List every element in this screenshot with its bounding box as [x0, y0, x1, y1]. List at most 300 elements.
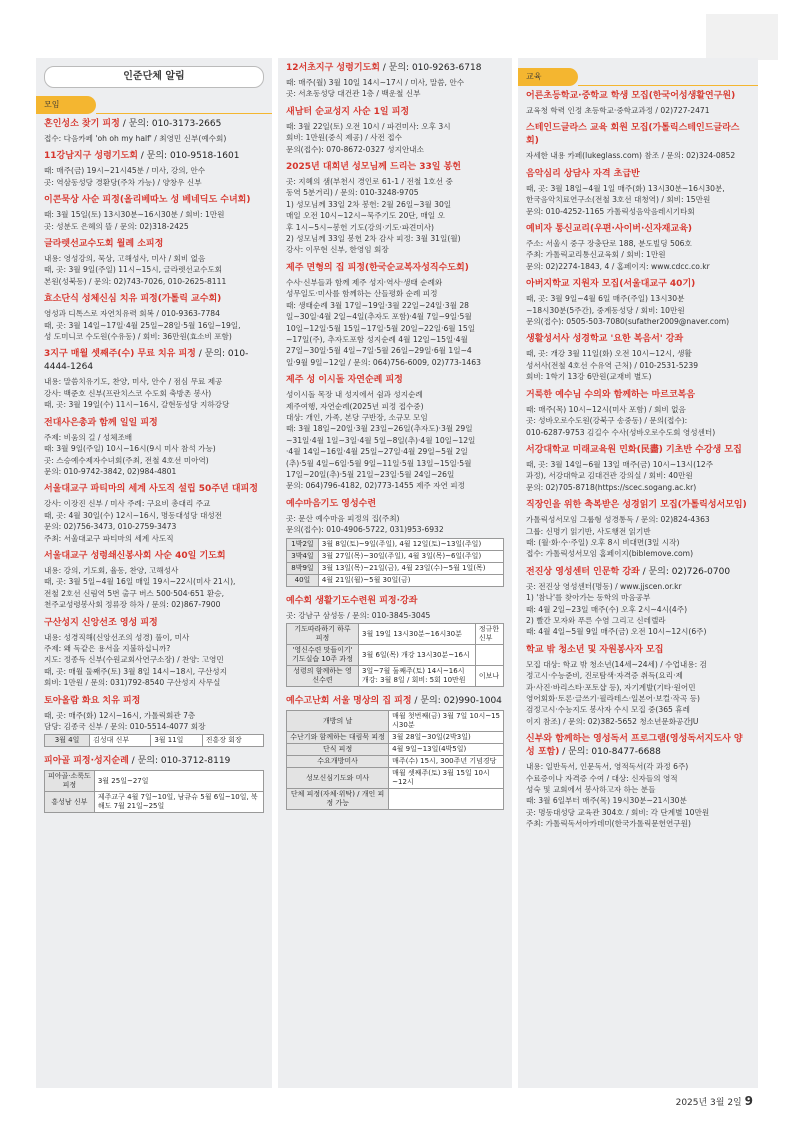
notice-line: 자세한 내용 카페(lukeglass.com) 참조 / 문의: 02)324-0852 [526, 151, 736, 161]
notice-line: ~18시30분(5주간), 중계동성당 / 회비: 10만원 [526, 305, 685, 315]
notice-line: 곳: 스승예수제자수녀회(주최, 전철 4호선 미아역) [44, 455, 209, 465]
notice-line: 때: 4월 4일~5월 9일 매주(금) 오전 10시~12시(6주) [526, 627, 707, 637]
notice-title-text: 거룩한 예수님 수의와 함께하는 마르코복음 [526, 389, 696, 400]
notice-item [518, 219, 758, 274]
notice-title-contact: / 문의: 010-3173-2665 [119, 119, 222, 129]
notice-item [278, 691, 512, 814]
notice-line: 접수: 가톨릭성서모임 홈페이지(biblemove.com) [526, 549, 694, 559]
notice-line: 성숙 및 교회에서 봉사하고자 하는 분들 [526, 785, 656, 795]
notice-line: 17일~20일(추)·5월 21일~23일·5월 24일~26일 [286, 469, 455, 479]
notice-line: 내용: 강의, 기도회, 율동, 찬양, 고해성사 [44, 565, 179, 575]
notice-line: 곳: 전진상 영성센터(명동) / www.jjscen.or.kr [526, 581, 682, 591]
notice-body [286, 176, 504, 256]
notice-line: 2) 빨간 모자와 푸른 수염 그리고 신데렐라 [526, 615, 666, 625]
table-cell: 제주교구 4월 7일~10일, 남큐슈 5월 6일~10일, 북해도 7월 21일~25일 [94, 792, 263, 813]
notice-title [286, 62, 504, 75]
notice-line: 수료증이나 자격증 수여 / 대상: 신자들의 영적 [526, 773, 678, 783]
notice-line: 담당: 김종국 신부 / 문의: 010-5514-4077 회장 [44, 722, 206, 731]
table-cell: 3박4일 [287, 550, 319, 562]
pia-schedule-table [44, 770, 264, 813]
notice-title [526, 278, 750, 291]
table-cell: 수요개방미사 [287, 756, 389, 768]
notice-item [36, 546, 272, 613]
notice-title-text: 서울대교구 파티마의 세계 사도직 설립 50주년 대피정 [44, 484, 258, 495]
table-cell: 1박2일 [287, 538, 319, 550]
notice-body [286, 277, 504, 368]
table-cell: '영신수련 맛들이기' 기도실습 10주 과정 [287, 645, 359, 666]
notice-item [278, 258, 512, 370]
notice-line: 강사: 이무현 신부, 한영임 회장 [286, 245, 389, 255]
notice-title [44, 293, 264, 306]
notice-title-text: 11강남지구 성령기도회 [44, 151, 138, 162]
column-left [36, 58, 272, 1088]
notice-title [526, 733, 750, 759]
page-number: 9 [744, 1094, 753, 1108]
notice-body [44, 133, 264, 144]
notice-title [526, 90, 750, 103]
notice-title [44, 550, 264, 563]
notice-item [278, 102, 512, 157]
notice-title-contact: / 문의: 010-9263-6718 [379, 63, 482, 73]
notice-title-contact: / 문의: 02)990-1004 [411, 696, 502, 706]
notice-title [526, 644, 750, 657]
notice-line: 곳: 서초동성당 대건관 1층 / 백운철 신부 [286, 89, 421, 99]
table-cell: 3월 19일 13시30분~16시30분 [359, 624, 476, 645]
notice-line: 때, 곳: 3월 19일(수) 11시~16시, 갈현동성당 지하강당 [44, 400, 230, 410]
notice-line: 곳: 성바오로수도원(강북구 송중동) / 문의(접수): [526, 416, 688, 426]
notice-title [44, 617, 264, 630]
notice-item [518, 118, 758, 163]
notice-line: 전철 2호선 신림역 5번 출구 버스 500·504·651 환승, [44, 588, 224, 598]
notice-title-text: 구산성지 신앙선조 영성 피정 [44, 617, 158, 628]
issue-date: 2025년 3월 2일 [675, 1098, 742, 1108]
notice-line: 문의: 010-4252-1165 가톨릭성음악음레시기타회 [526, 206, 695, 216]
page-footer [676, 1094, 753, 1108]
notice-line: 검정고시·수능지도 봉사자 수시 모집 중(365 휴레 [526, 705, 690, 715]
table-cell: 정규한 신부 [475, 624, 503, 645]
notice-line: 27일~30일·5월 4일~7일·5월 26일~29일·6월 1일~4 [286, 346, 472, 356]
notice-title-text: 혼인성소 찾기 피정 [44, 119, 120, 129]
notice-item [36, 146, 272, 190]
notice-item [36, 289, 272, 344]
notice-line: ~17일(주), 추자도포함 성지순례 4월 12일~15일·4월 [286, 334, 468, 344]
table-cell: 3월 4일 [45, 735, 90, 747]
table-cell: 3월 25일~27일 [94, 771, 263, 792]
notice-line: 회비: 1학기 13강 6만원(교재비 별도) [526, 372, 652, 382]
notice-item [518, 729, 758, 831]
yesu-schedule-table [286, 538, 504, 587]
notice-title-contact: / 문의: 010-9518-1601 [137, 151, 240, 162]
notice-line: ~31일·4월 1일~3일·4월 5일~8일(추)·4월 10일~12일 [286, 435, 476, 445]
notice-line: 내용: 성경직해(신앙선조의 성경) 풀이, 미사 [44, 632, 190, 642]
notice-item [36, 234, 272, 289]
notice-body [526, 761, 750, 829]
notice-title [286, 695, 504, 708]
notice-title-text: 피아골 피정·성지순례 [44, 756, 129, 767]
table-row [45, 771, 264, 792]
notice-body [44, 308, 264, 342]
notice-title [286, 262, 504, 275]
notice-item [36, 190, 272, 234]
notice-line: 회비: 1만원(중식 제공) / 사전 접수 [286, 133, 402, 143]
notice-line: 강사: 백준호 신부(프란치스코 수도회 축방촌 봉사) [44, 388, 212, 398]
notice-line: 곳: 문산 예수마음 피정의 집(주최) [286, 513, 400, 523]
notice-line: 성 도미니코 수도원(수유동) / 회비: 36만원(효소비 포함) [44, 332, 232, 342]
notice-line: 모집 대상: 학교 밖 청소년(14세~24세) / 수업내용: 검 [526, 659, 707, 669]
table-cell: 개방의 날 [287, 711, 389, 732]
table-row [45, 735, 264, 747]
col3-items [518, 86, 758, 832]
notice-item [518, 329, 758, 384]
table-cell: 김성대 신부 [90, 735, 151, 747]
table-cell: 3월 27일(목)~30일(주일), 4월 3일(목)~6일(주일) [318, 550, 503, 562]
table-cell [475, 645, 503, 666]
notice-title-text: 제주 성 이시돌 자연순례 피정 [286, 375, 403, 386]
notice-line: 문의: 02)2274-1843, 4 / 홈페이지: www.cdcc.co.kr [526, 261, 710, 271]
table-cell: 피아골·소룩도 피정 [45, 771, 95, 792]
table-cell: 3월 6일(목) 개강 13시30분~16시 [359, 645, 476, 666]
notice-item [36, 413, 272, 480]
table-cell: 이보나 [475, 666, 503, 687]
notice-item [36, 344, 272, 412]
notice-line: 1) 성모님께 33일 2차 봉헌: 2월 26일~3월 30일 [286, 199, 452, 209]
notice-body [526, 659, 750, 727]
table-cell: 매월 첫번째(금) 3월 7일 10시~15시30분 [389, 711, 504, 732]
notice-title-text: 제주 면형의 집 피정(한국순교복자성직수도회) [286, 262, 469, 273]
notice-line: ·4월 14일~16일·4월 25일~27일·4월 29일~5월 2일 [286, 447, 468, 457]
notice-title [44, 417, 264, 430]
notice-title-contact: / 문의: 02)726-0700 [639, 566, 731, 577]
notice-line: 010-6287-9753 김길수 수사(성바오로수도회 영성센터) [526, 427, 716, 437]
notice-title-text: 예수고난회 서울 명상의 집 피정 [286, 696, 412, 706]
table-cell: 진흥장 회장 [202, 735, 263, 747]
notice-line: 때: (월·화·수·주일) 오후 8시 비대면(3일 시작) [526, 537, 680, 547]
section-header-education: 교육 [518, 68, 758, 86]
notice-title [44, 348, 264, 374]
notice-title-contact: / 문의: 010-8477-6688 [559, 747, 661, 758]
notice-line: 때, 곳: 3월 5일~4월 16일 매일 19시~22시(미사 21시), [44, 577, 236, 587]
notice-body [286, 513, 504, 536]
notice-title-text: 전진상 영성센터 인문학 강좌 [526, 566, 640, 577]
notice-body [44, 565, 264, 611]
table-cell: 3월 28일~30일(2박3일) [389, 732, 504, 744]
notice-body [526, 293, 750, 327]
notice-title-text: 효소단식 성체신심 치유 피정(가톨릭 교수회) [44, 294, 222, 305]
notice-body [44, 710, 264, 733]
table-row [287, 624, 504, 645]
notice-body [44, 432, 264, 478]
notice-line: 과정), 서강대학교 김대건관 강의실 / 회비: 40만원 [526, 471, 693, 481]
table-row [287, 744, 504, 756]
table-cell: 매월 셋째주(토) 3월 15일 10시~12시 [389, 768, 504, 789]
table-cell: 3월 11일 [151, 735, 202, 747]
notice-item [518, 640, 758, 729]
notice-line: 본원(성북동) / 문의: 02)743-7026, 010-2625-8111 [44, 276, 227, 286]
column-right [518, 58, 758, 1088]
notice-title-text: 직장인을 위한 축복받은 성경읽기 모집(가톨릭성서모임) [526, 500, 747, 511]
notice-line: 주제: 비움의 길 / 성체조배 [44, 432, 133, 442]
notice-title-text: 전대사은총과 함께 일일 피정 [44, 417, 158, 428]
notice-line: 곳: 명동대성당 교육관 304호 / 회비: 각 단계별 10만원 [526, 807, 710, 817]
notice-line: 10일~12일·5월 15일~17일·5월 20일~22일·6월 15일 [286, 323, 476, 333]
notice-body [286, 610, 504, 621]
notice-line: (추)·5월 4일~6일·5월 9일~11일·5월 13일~15일·5월 [286, 458, 472, 468]
notice-title-text: 3지구 매월 셋째주(수) 무료 치유 피정 [44, 349, 196, 360]
notice-line: 때: 생태순례 3월 17일~19일·3월 22일~24일·3월 28 [286, 300, 470, 310]
notice-title-text: 글라렛선교수도회 월례 소피정 [44, 239, 164, 250]
notice-item [278, 58, 512, 102]
notice-title-contact: / 문의: 010-4444-1264 [44, 349, 249, 373]
notice-item [278, 157, 512, 258]
notice-line: 때: 3월 18일~20일·3월 23일~26일(추자도)·3월 29일 [286, 424, 473, 434]
page-banner: 인준단체 알림 [44, 66, 264, 88]
notice-line: 주최: 가톨릭교리통신교육회 / 회비: 1만원 [526, 250, 666, 260]
table-cell: 4월 21일(월)~5월 30일(금) [318, 574, 503, 586]
notice-line: 천주교성령봉사회 정류장 하차 / 문의: 02)867-7900 [44, 600, 221, 610]
notice-line: 때, 곳: 3월 14일~6월 13일 매주(금) 10시~13시(12주 [526, 459, 714, 469]
notice-title-text: 2025년 대희년 성모님께 드리는 33일 봉헌 [286, 162, 461, 173]
notice-title-text: 스테인드글라스 교육 회원 모집(가톨릭스테인드글라스회) [526, 123, 740, 147]
notice-title [44, 238, 264, 251]
notice-body [286, 77, 504, 100]
notice-title [526, 389, 750, 402]
column-middle [278, 58, 512, 1088]
notice-title [44, 755, 264, 768]
notice-title-text: 어른초등학교·중학교 학생 모집(한국어성생활연구원) [526, 91, 736, 101]
notice-line: 성무일도·미사를 함께하는 산들평화 순례 피정 [286, 289, 438, 299]
notice-item [36, 691, 272, 752]
notice-title [44, 150, 264, 163]
notice-line: 2) 성모님께 33일 봉헌 2차 감사 피정: 3월 31일(월) [286, 234, 461, 244]
notice-title [44, 194, 264, 207]
notice-item [518, 385, 758, 440]
notice-line: 때: 매주(금) 19시~21시45분 / 미사, 강의, 안수 [44, 166, 206, 176]
notice-line: 때, 곳: 개강 3월 11일(화) 오전 10시~12시, 생활 [526, 349, 692, 359]
notice-line: 때, 곳: 3월 14일~17일·4월 25일~28일·5월 16일~19일, [44, 320, 241, 330]
notice-title [526, 566, 750, 579]
notice-line: 때: 3월 22일(토) 오전 10시 / 파견미사: 오후 3시 [286, 121, 451, 131]
notice-body [44, 209, 264, 232]
notice-line: 문의(접수): 070-8672-0327 성지안내소 [286, 144, 424, 154]
jesuit-schedule-table [286, 623, 504, 687]
notice-title [286, 595, 504, 608]
notice-body [526, 150, 750, 161]
notice-line: 곳: 역삼동성당 경환당(주차 가능) / 양창우 신부 [44, 177, 202, 187]
notice-item [518, 274, 758, 329]
notice-item [518, 440, 758, 495]
table-cell: 3월 8일(토)~9일(주일), 4월 12일(토)~13일(주일) [318, 538, 503, 550]
notice-title-text: 신부와 함께하는 영성독서 프로그램(영성독서지도사 양성 포함) [526, 734, 743, 758]
notice-body [44, 632, 264, 689]
passion-schedule-table [286, 710, 504, 810]
notice-line: 주최: 가톨릭독서아카데미(한국가톨릭문헌연구원) [526, 819, 691, 829]
table-row [287, 562, 504, 574]
notice-line: 문의: 02)756-3473, 010-2759-3473 [44, 522, 177, 532]
notice-title-text: 토아올람 화요 치유 피정 [44, 695, 141, 706]
notice-item [518, 562, 758, 640]
notice-line: 문의(접수): 0505-503-7080(sufather2009@naver.com) [526, 317, 730, 327]
notice-line: 일~30일·4월 2일~4일(추자도 포함)·4월 7일~9일·5월 [286, 312, 472, 322]
notice-title-text: 12서초지구 성령기도회 [286, 63, 380, 73]
notice-line: 내용: 말씀치유기도, 찬양, 미사, 안수 / 점심 무료 제공 [44, 377, 223, 387]
table-cell: 매주(수) 15시, 300주년 기념경당 [389, 756, 504, 768]
notice-line: 때: 3월 9일(주일) 10시~16시(9시 미사 참석 가능) [44, 444, 216, 454]
col2-items [278, 58, 512, 814]
notice-item [36, 479, 272, 546]
notice-item [278, 591, 512, 691]
table-cell: 단체 피정(자체·위탁) / 개인 피정 가능 [287, 789, 389, 810]
notice-item [36, 114, 272, 146]
notice-line: 때: 3월 6일부터 매주(목) 19시30분~21시30분 [526, 796, 687, 806]
notice-title-text: 예수회 생활기도수련원 피정·강좌 [286, 595, 418, 606]
notice-line: 때: 4월 2일~23일 매주(수) 오후 2시~4시(4주) [526, 604, 688, 614]
table-cell: 3월 13일(목)~21일(금), 4월 23일(수)~5월 1일(목) [318, 562, 503, 574]
table-row [287, 574, 504, 586]
notice-title-text: 생활성서사 성경학교 '요한 복음서' 강좌 [526, 334, 684, 345]
notice-title-text: 예비자 통신교리(우편·사이버·신자재교육) [526, 224, 692, 235]
notice-title-text: 예수마음기도 영성수련 [286, 498, 377, 509]
notice-title [286, 498, 504, 511]
table-row [287, 711, 504, 732]
notice-body [44, 376, 264, 410]
notice-title-text: 새남터 순교성지 사순 1일 피정 [286, 106, 410, 117]
notice-line: 성이시돌 목장 내 성지에서 쉼과 성지순례 [286, 390, 423, 400]
notice-line: 곳: 지혜의 샘(부천시 경인로 61-1 / 전철 1호선 중 [286, 177, 453, 187]
notice-line: 때: 3월 15일(토) 13시30분~16시30분 / 회비: 1만원 [44, 210, 225, 220]
notice-line: 영어회화·토론·글쓰기·필라테스·일본어·보컬·작곡 등) [526, 694, 700, 703]
notice-body [526, 514, 750, 560]
notice-title-text: 이콘묵상 사순 피정(올리베따노 성 베네딕도 수녀회) [44, 195, 251, 206]
notice-item [278, 370, 512, 494]
notice-body [526, 238, 750, 272]
notice-title-text: 학교 밖 청소년 및 자원봉사자 모집 [526, 644, 664, 655]
notice-line: 문의: 02)705-8718(https://scec.sogang.ac.kr) [526, 482, 697, 492]
notice-line: 그룹: 신명기 읽기반, 사도행전 읽기반 [526, 526, 651, 536]
col1-items [36, 114, 272, 817]
table-cell: 성모신심기도와 미사 [287, 768, 389, 789]
notice-title [526, 168, 750, 181]
notice-line: 문의(접수): 010-4906-5722, 031)953-6932 [286, 525, 444, 535]
notice-body [44, 165, 264, 188]
notice-body [286, 389, 504, 492]
notice-title-text: 서강대학교 미래교육원 민화(民畵) 기초반 수강생 모집 [526, 444, 742, 455]
notice-title [44, 118, 264, 131]
notice-body [44, 253, 264, 287]
notice-item [518, 495, 758, 562]
table-row [287, 538, 504, 550]
notice-title [526, 444, 750, 457]
notice-line: 문의: 010-9742-3842, 02)984-4801 [44, 466, 177, 476]
notice-line: 때: 매주(월) 3월 10일 14시~17시 / 미사, 말씀, 안수 [286, 78, 465, 87]
notice-line: 곳: 강남구 삼성동 / 문의: 010-3845-3045 [286, 610, 431, 620]
notice-body [526, 459, 750, 493]
corner-box [706, 14, 778, 60]
notice-line: 가톨릭성서모임 그룹형 성경통독 / 문의: 02)824-4363 [526, 515, 710, 525]
notice-line: 지도: 정종득 신부(수원교회사연구소장) / 찬양: 고영민 [44, 655, 224, 665]
notice-line: 수사·신부들과 함께 제주 성지·역사·생태 순례와 [286, 277, 443, 287]
notice-line: 때, 곳: 3월 18일~4월 1일 매주(화) 13시30분~16시30분, [526, 183, 725, 193]
notice-title [526, 122, 750, 148]
table-cell: 성령의 함께하는 영신수련 [287, 666, 359, 687]
table-cell: 40일 [287, 574, 319, 586]
notice-line: 매일 오전 10시~12시~묵주기도 20단, 매일 오 [286, 211, 445, 221]
notice-title [526, 499, 750, 512]
table-cell: 3일~7월 둘째주(토) 14시~16시 개강: 3월 8일 / 회비: 5회 10만원 [359, 666, 476, 687]
notice-line: 내용: 일반독서, 인문독서, 영적독서(각 과정 6주) [526, 762, 689, 772]
table-cell: 8박9일 [287, 562, 319, 574]
table-row [287, 732, 504, 744]
notice-title-text: 아버지학교 지원자 모집(서울대교구 40기) [526, 279, 696, 290]
notice-title-text: 서울대교구 성령쇄신봉사회 사순 40일 기도회 [44, 550, 226, 561]
notice-item [518, 164, 758, 219]
notice-line: 문의: 064)796-4182, 02)773-1455 제주 자연 피정 [286, 481, 465, 491]
table-row [287, 550, 504, 562]
notice-line: 주제: 왜 독같은 용서을 지불하십니까? [44, 643, 171, 653]
notice-body [526, 581, 750, 638]
table-row [287, 789, 504, 810]
notice-title [286, 106, 504, 119]
notice-item [36, 613, 272, 691]
notice-line: 일·9월 9일~12일 / 문의: 064)756-6009, 02)773-1463 [286, 357, 481, 367]
toa-schedule-table [44, 734, 264, 747]
notice-line: 이지 참조) / 문의: 02)382-5652 청소년문화공간JU [526, 716, 699, 726]
notice-body [286, 121, 504, 155]
notice-line: 때, 곳: 매주(화) 12시~16시, 가톨릭회관 7층 [44, 710, 196, 720]
table-cell: 흥성남 신부 [45, 792, 95, 813]
notice-body [44, 498, 264, 544]
notice-line: 때, 곳: 4월 30일(수) 12시~16시, 명동대성당 대성전 [44, 510, 223, 520]
notice-line: 영성과 디톡스로 자연치유력 회복 / 010-9363-7784 [44, 309, 220, 319]
notice-line: 과·사진·바리스타·포토샵 등), 자기계발(기타·원어민 [526, 682, 696, 692]
table-cell [389, 789, 504, 810]
notice-title-contact: / 문의: 010-3712-8119 [128, 756, 231, 767]
notice-line: 후 1시~5시~봉헌 기도(강의·기도·파견미사) [286, 222, 435, 232]
notice-line: 때: 매주(목) 10시~12시(미사 포함) / 회비 없음 [526, 404, 686, 414]
table-cell: 기도따라하기 하루 피정 [287, 624, 359, 645]
notice-line: 곳: 성분도 은혜의 뜰 / 문의: 02)318-2425 [44, 221, 189, 231]
section-header-meeting: 모임 [36, 96, 272, 114]
notice-body [526, 348, 750, 382]
notice-line: 접수: 다음카페 'oh oh my half' / 최영민 신부(예수회) [44, 134, 227, 143]
table-row [45, 792, 264, 813]
notice-title-text: 음악심리 상담사 자격 초급반 [526, 168, 640, 179]
notice-title [526, 223, 750, 236]
notice-line: 한국음악치료연구소(전철 3호선 대청역) / 회비: 15만원 [526, 195, 711, 205]
notice-line: 성서사(전철 4호선 수유역 근처) / 010-2531-5239 [526, 360, 699, 370]
notice-body [526, 404, 750, 438]
notice-item [36, 751, 272, 817]
notice-line: 동역 5분거리) / 문의: 010-3248-9705 [286, 188, 419, 198]
notice-line: 주최: 서울대교구 파티마의 세계 사도직 [44, 533, 174, 543]
notice-body [526, 183, 750, 217]
table-row [287, 645, 504, 666]
table-row [287, 756, 504, 768]
notice-line: 때, 곳: 3월 9일(주일) 11시~15시, 글라렛선교수도회 [44, 265, 223, 275]
notice-title [286, 161, 504, 174]
notice-body [526, 105, 750, 116]
notice-line: 주소: 서울시 중구 장충단로 188, 분도빌딩 506호 [526, 239, 692, 249]
notice-line: 교육청 학력 인정 초등학교·중학교과정 / 02)727-2471 [526, 106, 710, 115]
notice-line: 내용: 영성강의, 묵상, 고해성사, 미사 / 회비 없음 [44, 254, 206, 264]
notice-title [44, 483, 264, 496]
notice-line: 제주여행, 자연순례(2025년 피정 접수중) [286, 401, 424, 411]
notice-item [518, 86, 758, 118]
notice-item [278, 494, 512, 591]
table-row [287, 768, 504, 789]
notice-line: 때, 곳: 매월 둘째주(토) 3월 8일 14시~18시, 구산성지 [44, 666, 227, 676]
notice-line: 회비: 1만원 / 문의: 031)792-8540 구산성지 사무실 [44, 678, 221, 688]
notice-line: 강사: 이장진 신부 / 미사 주례: 구요비 총대리 주교 [44, 499, 211, 509]
